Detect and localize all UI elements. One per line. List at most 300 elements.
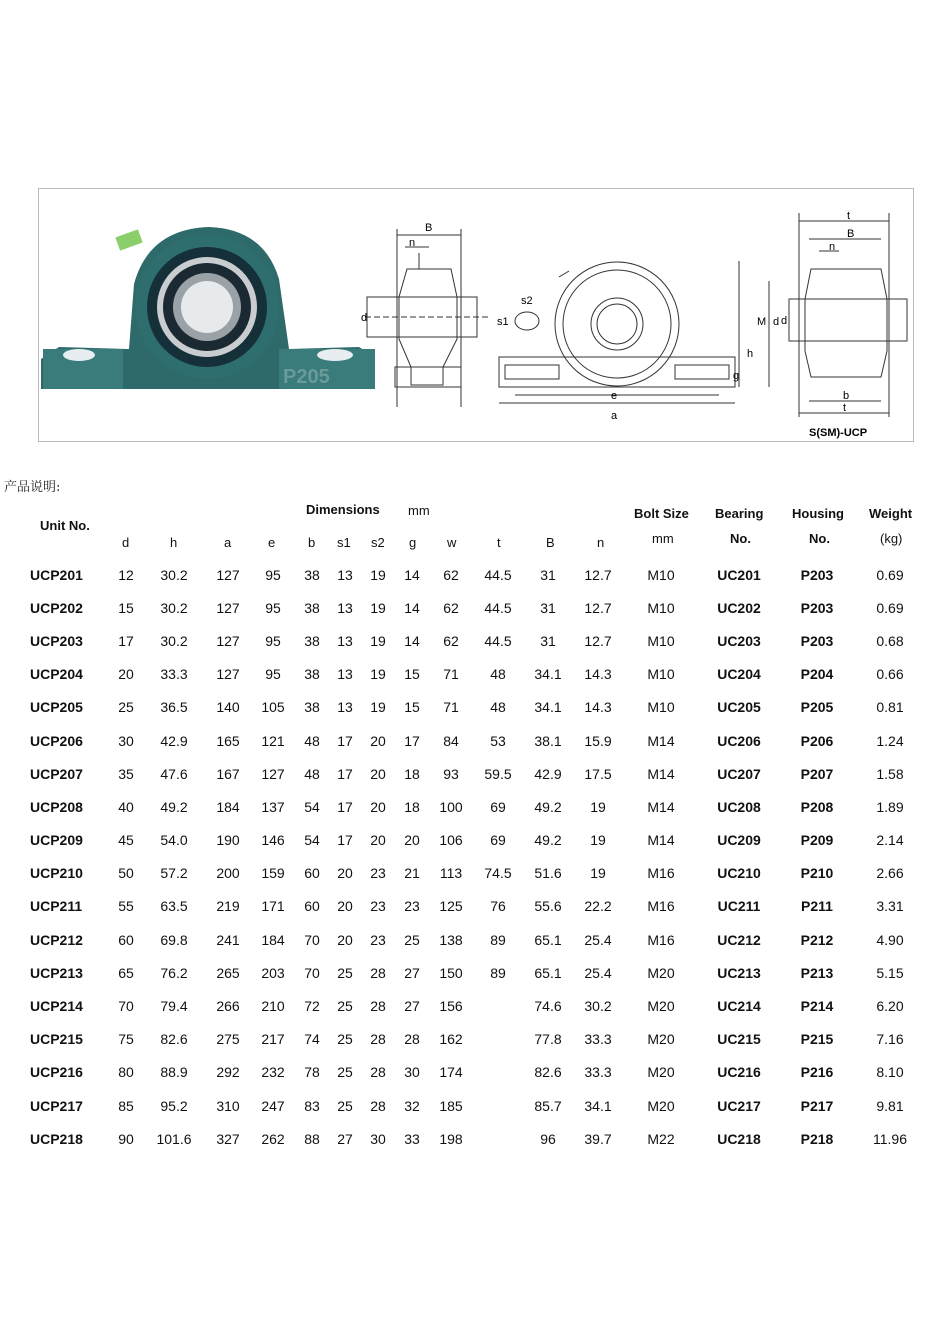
- cell-s2: 23: [370, 865, 386, 882]
- header-bearing-no: No.: [730, 531, 751, 546]
- cell-bearing-no: UC214: [717, 998, 761, 1015]
- cell-g: 15: [404, 666, 420, 683]
- cell-h: 42.9: [160, 732, 188, 749]
- table-row: [0, 558, 924, 591]
- col-header-e: e: [268, 535, 276, 550]
- cell-unit-no: UCP203: [30, 632, 83, 649]
- row-spacer: [0, 923, 30, 956]
- cell-e: 247: [261, 1097, 285, 1114]
- cell-s2: 20: [370, 732, 386, 749]
- cell-t: [474, 989, 522, 1022]
- cell-n: 14.3: [584, 666, 612, 683]
- cell-a: 127: [216, 566, 240, 583]
- cell-g: 32: [404, 1097, 420, 1114]
- cell-s1: 13: [337, 599, 353, 616]
- cell-w: 71: [443, 666, 459, 683]
- cell-b: 48: [304, 765, 320, 782]
- cell-a: 241: [216, 931, 240, 948]
- header-housing: Housing: [792, 506, 844, 521]
- cell-h: 88.9: [160, 1064, 188, 1081]
- cell-s1: 17: [337, 798, 353, 815]
- table-row: [0, 790, 924, 823]
- cell-a: 292: [216, 1064, 240, 1081]
- cell-w: 198: [439, 1130, 463, 1147]
- cell-B: 38.1: [534, 732, 562, 749]
- cell-n: 19: [590, 832, 606, 849]
- cell-s2: 28: [370, 1097, 386, 1114]
- cell-g: 18: [404, 798, 420, 815]
- cell-B: 31: [540, 599, 556, 616]
- cell-w: 113: [439, 865, 463, 882]
- cell-bearing-no: UC203: [717, 632, 761, 649]
- cell-housing-no: P213: [800, 964, 834, 981]
- cell-h: 63.5: [160, 898, 188, 915]
- table-row: [0, 624, 924, 657]
- cell-unit-no: UCP212: [30, 931, 83, 948]
- cell-unit-no: UCP205: [30, 699, 83, 716]
- cell-s1: 20: [337, 865, 353, 882]
- cell-housing-no: P215: [800, 1031, 834, 1048]
- cell-housing-no: P204: [800, 666, 834, 683]
- cell-housing-no: P203: [800, 599, 834, 616]
- cell-s2: 20: [370, 765, 386, 782]
- cell-bolt-size: M14: [647, 765, 675, 782]
- cell-unit-no: UCP218: [30, 1130, 83, 1147]
- dim-label-end-b-lower: b: [843, 390, 850, 402]
- cell-a: 127: [216, 632, 240, 649]
- cell-t: [474, 1122, 522, 1155]
- dim-label-front-e: e: [611, 390, 618, 402]
- cell-s1: 13: [337, 699, 353, 716]
- dim-label-side-d: d: [361, 312, 368, 324]
- cell-a: 275: [216, 1031, 240, 1048]
- col-header-g: g: [409, 535, 417, 550]
- cell-e: 95: [265, 632, 281, 649]
- cell-t: 74.5: [484, 865, 512, 882]
- table-row: [0, 989, 924, 1022]
- row-spacer: [0, 790, 30, 823]
- cell-bolt-size: M20: [647, 998, 675, 1015]
- cell-bolt-size: M16: [647, 931, 675, 948]
- cell-a: 167: [216, 765, 240, 782]
- cell-unit-no: UCP210: [30, 865, 83, 882]
- cell-d: 35: [118, 765, 134, 782]
- cell-housing-no: P208: [800, 798, 834, 815]
- cell-g: 27: [404, 964, 420, 981]
- cell-a: 184: [216, 798, 240, 815]
- cell-g: 27: [404, 998, 420, 1015]
- cell-housing-no: P210: [800, 865, 834, 882]
- cell-h: 33.3: [160, 666, 188, 683]
- cell-t: 44.5: [484, 632, 512, 649]
- product-marking: P205: [283, 366, 330, 388]
- cell-b: 70: [304, 964, 320, 981]
- cell-w: 71: [443, 699, 459, 716]
- cell-bearing-no: UC212: [717, 931, 761, 948]
- cell-e: 105: [261, 699, 285, 716]
- cell-d: 55: [118, 898, 134, 915]
- cell-s1: 13: [337, 666, 353, 683]
- cell-n: 25.4: [584, 964, 612, 981]
- cell-housing-no: P217: [800, 1097, 834, 1114]
- cell-housing-no: P206: [800, 732, 834, 749]
- cell-d: 80: [118, 1064, 134, 1081]
- cell-b: 88: [304, 1130, 320, 1147]
- cell-bolt-size: M10: [647, 566, 675, 583]
- cell-B: 65.1: [534, 931, 562, 948]
- figure-label: S(SM)-UCP: [809, 427, 868, 439]
- cell-t: [474, 1056, 522, 1089]
- cell-B: 31: [540, 632, 556, 649]
- cell-housing-no: P216: [800, 1064, 834, 1081]
- cell-e: 95: [265, 599, 281, 616]
- cell-weight: 2.14: [876, 832, 904, 849]
- cell-e: 171: [261, 898, 285, 915]
- cell-unit-no: UCP208: [30, 798, 83, 815]
- table-row: [0, 591, 924, 624]
- cell-unit-no: UCP207: [30, 765, 83, 782]
- cell-B: 65.1: [534, 964, 562, 981]
- cell-t: 76: [490, 898, 506, 915]
- cell-housing-no: P203: [800, 566, 834, 583]
- cell-h: 69.8: [160, 931, 188, 948]
- cell-h: 101.6: [156, 1130, 192, 1147]
- cell-b: 54: [304, 798, 320, 815]
- cell-n: 12.7: [584, 599, 612, 616]
- dim-label-side-n: n: [409, 237, 416, 249]
- table-row: [0, 1056, 924, 1089]
- cell-d: 70: [118, 998, 134, 1015]
- cell-w: 106: [439, 832, 463, 849]
- cell-h: 82.6: [160, 1031, 188, 1048]
- cell-s1: 25: [337, 964, 353, 981]
- dim-label-end-t-top: t: [847, 210, 851, 222]
- cell-bearing-no: UC207: [717, 765, 761, 782]
- cell-g: 28: [404, 1031, 420, 1048]
- cell-weight: 3.31: [876, 898, 904, 915]
- cell-a: 165: [216, 732, 240, 749]
- cell-g: 30: [404, 1064, 420, 1081]
- cell-a: 310: [216, 1097, 240, 1114]
- cell-s2: 28: [370, 1064, 386, 1081]
- cell-s2: 19: [370, 666, 386, 683]
- row-spacer: [0, 1056, 30, 1089]
- cell-a: 265: [216, 964, 240, 981]
- cell-a: 327: [216, 1130, 240, 1147]
- cell-bolt-size: M14: [647, 832, 675, 849]
- end-drawing: [789, 213, 907, 417]
- cell-b: 38: [304, 632, 320, 649]
- cell-B: 77.8: [534, 1031, 562, 1048]
- row-spacer: [0, 824, 30, 857]
- cell-t: 48: [490, 666, 506, 683]
- cell-e: 146: [261, 832, 285, 849]
- col-header-b: b: [308, 535, 316, 550]
- cell-g: 14: [404, 566, 420, 583]
- cell-s2: 20: [370, 832, 386, 849]
- cell-s1: 25: [337, 1097, 353, 1114]
- header-unit-no: Unit No.: [40, 518, 90, 533]
- intro-text: 产品说明:: [4, 480, 61, 495]
- cell-e: 262: [261, 1130, 285, 1147]
- cell-w: 100: [439, 798, 463, 815]
- dim-label-front-m: M: [757, 316, 767, 328]
- cell-unit-no: UCP204: [30, 666, 83, 683]
- cell-n: 19: [590, 865, 606, 882]
- cell-h: 76.2: [160, 964, 188, 981]
- cell-d: 65: [118, 964, 134, 981]
- cell-d: 90: [118, 1130, 134, 1147]
- cell-n: 33.3: [584, 1031, 612, 1048]
- cell-weight: 7.16: [876, 1031, 904, 1048]
- cell-s1: 13: [337, 566, 353, 583]
- cell-s1: 25: [337, 998, 353, 1015]
- cell-B: 74.6: [534, 998, 562, 1015]
- cell-bearing-no: UC216: [717, 1064, 761, 1081]
- cell-s2: 19: [370, 599, 386, 616]
- cell-e: 121: [261, 732, 285, 749]
- cell-bolt-size: M14: [647, 798, 675, 815]
- cell-d: 17: [118, 632, 134, 649]
- cell-unit-no: UCP215: [30, 1031, 83, 1048]
- cell-d: 75: [118, 1031, 134, 1048]
- cell-t: 59.5: [484, 765, 512, 782]
- cell-housing-no: P209: [800, 832, 834, 849]
- cell-e: 159: [261, 865, 285, 882]
- cell-housing-no: P214: [800, 998, 834, 1015]
- cell-b: 38: [304, 666, 320, 683]
- cell-b: 70: [304, 931, 320, 948]
- cell-a: 190: [216, 832, 240, 849]
- cell-d: 12: [118, 566, 134, 583]
- cell-s2: 20: [370, 798, 386, 815]
- cell-bearing-no: UC213: [717, 964, 761, 981]
- cell-h: 36.5: [160, 699, 188, 716]
- cell-e: 137: [261, 798, 285, 815]
- cell-b: 38: [304, 566, 320, 583]
- cell-s1: 20: [337, 898, 353, 915]
- cell-B: 51.6: [534, 865, 562, 882]
- cell-t: 48: [490, 699, 506, 716]
- cell-e: 95: [265, 566, 281, 583]
- table-row: [0, 824, 924, 857]
- cell-B: 85.7: [534, 1097, 562, 1114]
- cell-bearing-no: UC209: [717, 832, 761, 849]
- front-drawing: [499, 261, 769, 403]
- cell-t: 44.5: [484, 566, 512, 583]
- cell-n: 39.7: [584, 1130, 612, 1147]
- cell-n: 15.9: [584, 732, 612, 749]
- cell-e: 232: [261, 1064, 285, 1081]
- cell-s2: 30: [370, 1130, 386, 1147]
- cell-s2: 28: [370, 998, 386, 1015]
- col-header-s2: s2: [371, 535, 385, 550]
- row-spacer: [0, 989, 30, 1022]
- cell-unit-no: UCP214: [30, 998, 83, 1015]
- cell-bolt-size: M10: [647, 632, 675, 649]
- table-row: [0, 1089, 924, 1122]
- dim-label-front-s2: s2: [521, 295, 533, 307]
- cell-d: 25: [118, 699, 134, 716]
- col-header-a: a: [224, 535, 232, 550]
- cell-t: [474, 1089, 522, 1122]
- cell-a: 127: [216, 666, 240, 683]
- cell-e: 127: [261, 765, 285, 782]
- cell-t: 69: [490, 832, 506, 849]
- cell-b: 78: [304, 1064, 320, 1081]
- cell-housing-no: P203: [800, 632, 834, 649]
- header-weight: Weight: [869, 506, 913, 521]
- cell-d: 50: [118, 865, 134, 882]
- cell-h: 95.2: [160, 1097, 188, 1114]
- cell-d: 45: [118, 832, 134, 849]
- cell-unit-no: UCP211: [30, 898, 83, 915]
- row-spacer: [0, 890, 30, 923]
- cell-unit-no: UCP217: [30, 1097, 83, 1114]
- cell-housing-no: P207: [800, 765, 834, 782]
- cell-unit-no: UCP202: [30, 599, 83, 616]
- cell-w: 162: [439, 1031, 463, 1048]
- cell-bolt-size: M20: [647, 1097, 675, 1114]
- cell-s2: 19: [370, 566, 386, 583]
- cell-n: 17.5: [584, 765, 612, 782]
- cell-w: 62: [443, 566, 459, 583]
- cell-w: 185: [439, 1097, 463, 1114]
- header-bolt-size-unit: mm: [652, 531, 674, 546]
- col-header-h: h: [170, 535, 178, 550]
- cell-housing-no: P211: [801, 898, 833, 915]
- bearing-drawings: [39, 189, 913, 441]
- cell-w: 93: [443, 765, 459, 782]
- cell-g: 23: [404, 898, 420, 915]
- cell-B: 34.1: [534, 666, 562, 683]
- row-spacer: [0, 1089, 30, 1122]
- cell-s2: 28: [370, 1031, 386, 1048]
- cell-weight: 0.81: [876, 699, 904, 716]
- cell-B: 34.1: [534, 699, 562, 716]
- cell-b: 60: [304, 898, 320, 915]
- spec-table-body: [0, 558, 924, 1155]
- cell-housing-no: P218: [800, 1130, 834, 1147]
- cell-unit-no: UCP209: [30, 832, 83, 849]
- dim-label-front-g: g: [733, 370, 740, 382]
- table-row: [0, 691, 924, 724]
- col-header-d: d: [122, 535, 130, 550]
- cell-n: 14.3: [584, 699, 612, 716]
- cell-h: 30.2: [160, 566, 188, 583]
- row-spacer: [0, 691, 30, 724]
- row-spacer: [0, 757, 30, 790]
- cell-bolt-size: M10: [647, 666, 675, 683]
- cell-s1: 27: [337, 1130, 353, 1147]
- cell-bolt-size: M16: [647, 865, 675, 882]
- cell-bolt-size: M14: [647, 732, 675, 749]
- cell-g: 18: [404, 765, 420, 782]
- cell-weight: 0.66: [876, 666, 904, 683]
- col-header-s1: s1: [337, 535, 351, 550]
- cell-bolt-size: M20: [647, 964, 675, 981]
- cell-h: 30.2: [160, 599, 188, 616]
- cell-a: 200: [216, 865, 240, 882]
- cell-a: 266: [216, 998, 240, 1015]
- cell-bolt-size: M20: [647, 1064, 675, 1081]
- header-weight-unit: (kg): [880, 531, 903, 546]
- cell-weight: 8.10: [876, 1064, 904, 1081]
- cell-n: 19: [590, 798, 606, 815]
- dim-label-end-n: n: [829, 241, 836, 253]
- cell-weight: 11.96: [873, 1130, 907, 1147]
- cell-n: 22.2: [584, 898, 612, 915]
- cell-s1: 25: [337, 1031, 353, 1048]
- spec-table: [0, 558, 924, 1155]
- cell-unit-no: UCP216: [30, 1064, 83, 1081]
- header-dimensions: Dimensions: [306, 502, 380, 517]
- cell-B: 42.9: [534, 765, 562, 782]
- cell-e: 184: [261, 931, 285, 948]
- cell-B: 96: [540, 1130, 556, 1147]
- dim-label-front-h: h: [747, 348, 754, 360]
- cell-bearing-no: UC205: [717, 699, 761, 716]
- cell-e: 217: [261, 1031, 285, 1048]
- table-row: [0, 857, 924, 890]
- cell-s1: 13: [337, 632, 353, 649]
- cell-d: 15: [118, 599, 134, 616]
- cell-w: 156: [439, 998, 463, 1015]
- cell-unit-no: UCP201: [30, 566, 83, 583]
- dim-label-end-b-upper: B: [847, 228, 855, 240]
- cell-h: 30.2: [160, 632, 188, 649]
- cell-n: 30.2: [584, 998, 612, 1015]
- cell-g: 25: [404, 931, 420, 948]
- cell-bearing-no: UC218: [717, 1130, 761, 1147]
- cell-b: 48: [304, 732, 320, 749]
- cell-d: 20: [118, 666, 134, 683]
- row-spacer: [0, 857, 30, 890]
- cell-weight: 5.15: [876, 964, 904, 981]
- cell-bolt-size: M10: [647, 599, 675, 616]
- cell-a: 219: [216, 898, 240, 915]
- cell-bearing-no: UC210: [717, 865, 761, 882]
- product-figure: [38, 188, 914, 442]
- header-bolt-size: Bolt Size: [634, 506, 689, 521]
- cell-d: 40: [118, 798, 134, 815]
- bearing-photo: [41, 227, 375, 389]
- cell-h: 57.2: [160, 865, 188, 882]
- cell-bolt-size: M16: [647, 898, 675, 915]
- cell-bearing-no: UC211: [717, 898, 761, 915]
- cell-t: 89: [490, 931, 506, 948]
- cell-weight: 1.58: [876, 765, 904, 782]
- cell-weight: 9.81: [876, 1097, 904, 1114]
- cell-bolt-size: M22: [647, 1130, 675, 1147]
- cell-b: 83: [304, 1097, 320, 1114]
- cell-w: 84: [443, 732, 459, 749]
- cell-t: 44.5: [484, 599, 512, 616]
- cell-n: 33.3: [584, 1064, 612, 1081]
- cell-weight: 0.69: [876, 566, 904, 583]
- col-header-B: B: [546, 535, 555, 550]
- cell-e: 203: [261, 964, 285, 981]
- cell-weight: 1.89: [876, 798, 904, 815]
- cell-s2: 23: [370, 898, 386, 915]
- cell-n: 12.7: [584, 632, 612, 649]
- dim-label-front-a: a: [611, 410, 618, 422]
- cell-g: 21: [404, 865, 420, 882]
- cell-B: 49.2: [534, 832, 562, 849]
- cell-unit-no: UCP206: [30, 732, 83, 749]
- table-row: [0, 1122, 924, 1155]
- cell-bearing-no: UC208: [717, 798, 761, 815]
